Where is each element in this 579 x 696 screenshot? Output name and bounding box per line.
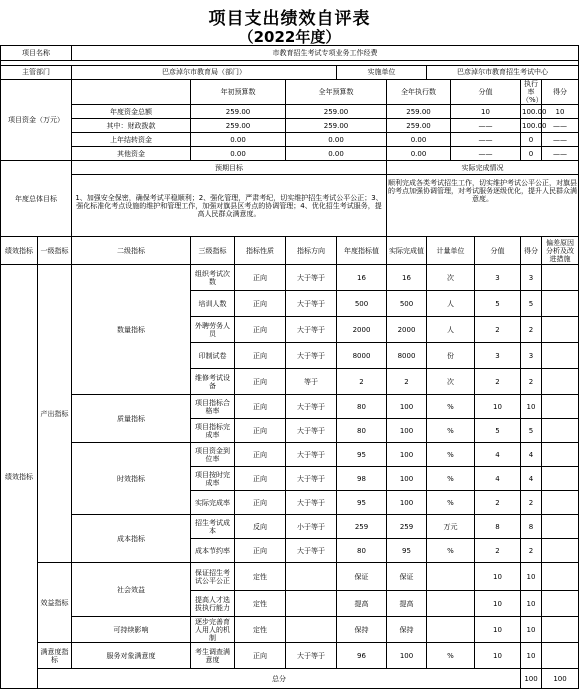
indicator-nature: 正向 (235, 467, 286, 491)
indicator-unit (427, 591, 475, 617)
funds-header-rate: 执行率（%） (522, 80, 543, 105)
indicator-deviation (542, 591, 579, 617)
indicator-points: 2 (475, 491, 521, 515)
indicator-unit: % (427, 419, 475, 443)
indicator-direction (286, 563, 337, 591)
indicator-actual: 100 (387, 395, 427, 419)
header-actual: 实际完成值 (387, 237, 427, 265)
funds-row-full: 0.00 (286, 133, 387, 147)
funds-row-full: 259.00 (286, 119, 387, 133)
indicator-direction: 大于等于 (286, 643, 337, 669)
total-score: 100 (542, 669, 579, 689)
header-level1: 一级指标 (38, 237, 72, 265)
indicator-direction: 等于 (286, 369, 337, 395)
group-sustain: 可持续影响 (72, 617, 191, 643)
indicator-deviation (542, 265, 579, 291)
indicator-actual: 8000 (387, 343, 427, 369)
indicator-nature: 正向 (235, 369, 286, 395)
indicator-target: 8000 (337, 343, 387, 369)
indicator-direction: 大于等于 (286, 467, 337, 491)
indicator-name: 项目资金到位率 (191, 443, 235, 467)
indicator-nature: 正向 (235, 643, 286, 669)
goal-actual-label: 实际完成情况 (387, 161, 579, 175)
indicator-name: 实际完成率 (191, 491, 235, 515)
funds-header-init: 年初预算数 (191, 80, 286, 105)
funds-row-init: 259.00 (191, 119, 286, 133)
indicator-actual: 16 (387, 265, 427, 291)
indicator-unit (427, 617, 475, 643)
indicator-unit: 份 (427, 343, 475, 369)
indicator-deviation (542, 317, 579, 343)
benefit-indicator-label: 效益指标 (38, 563, 72, 643)
indicator-unit: 人 (427, 317, 475, 343)
indicator-nature: 正向 (235, 395, 286, 419)
indicator-nature: 正向 (235, 343, 286, 369)
output-indicator-label: 产出指标 (38, 265, 72, 563)
dept-value: 巴彦淖尔市教育局（部门） (72, 66, 337, 80)
funds-row-init: 0.00 (191, 133, 286, 147)
funds-row-score: —— (542, 133, 579, 147)
indicator-actual: 100 (387, 643, 427, 669)
indicator-score: 10 (521, 563, 542, 591)
indicator-actual: 2000 (387, 317, 427, 343)
project-name-value: 市教育招生考试专项业务工作经费 (72, 46, 579, 61)
indicator-direction: 大于等于 (286, 491, 337, 515)
indicator-direction: 大于等于 (286, 291, 337, 317)
indicator-unit: % (427, 539, 475, 563)
indicator-name: 外聘劳务人员 (191, 317, 235, 343)
funds-row-name: 年度资金总额 (72, 105, 191, 119)
indicator-deviation (542, 491, 579, 515)
total-points: 100 (521, 669, 542, 689)
indicator-direction: 大于等于 (286, 443, 337, 467)
indicator-actual: 2 (387, 369, 427, 395)
indicator-points: 3 (475, 343, 521, 369)
indicator-direction: 大于等于 (286, 395, 337, 419)
indicator-points: 10 (475, 591, 521, 617)
indicator-actual: 95 (387, 539, 427, 563)
header-deviation: 偏差原因分析及改进措施 (542, 237, 579, 265)
indicator-score: 3 (521, 343, 542, 369)
indicator-name: 组织考试次数 (191, 265, 235, 291)
indicator-unit: % (427, 443, 475, 467)
indicator-direction: 大于等于 (286, 265, 337, 291)
indicator-direction: 大于等于 (286, 419, 337, 443)
indicator-target: 96 (337, 643, 387, 669)
indicator-name: 成本节约率 (191, 539, 235, 563)
funds-row-exec: 259.00 (387, 105, 451, 119)
indicator-nature: 正向 (235, 443, 286, 467)
indicator-points: 2 (475, 539, 521, 563)
indicator-deviation (542, 343, 579, 369)
goal-expected-label: 预期目标 (72, 161, 387, 175)
indicator-score: 10 (521, 617, 542, 643)
indicator-unit: % (427, 395, 475, 419)
indicator-target: 2000 (337, 317, 387, 343)
indicator-direction (286, 591, 337, 617)
indicator-score: 2 (521, 369, 542, 395)
indicator-points: 5 (475, 291, 521, 317)
funds-header-blank (72, 80, 191, 105)
indicator-target: 95 (337, 491, 387, 515)
indicator-name: 项目指标完成率 (191, 419, 235, 443)
funds-row-init: 259.00 (191, 105, 286, 119)
indicator-nature: 正向 (235, 491, 286, 515)
unit-value: 巴彦淖尔市教育招生考试中心 (427, 66, 579, 80)
indicator-points: 10 (475, 395, 521, 419)
indicator-actual: 保证 (387, 563, 427, 591)
indicator-score: 8 (521, 515, 542, 539)
indicator-unit: % (427, 491, 475, 515)
indicator-deviation (542, 515, 579, 539)
goal-actual-text: 顺利完成各类考试招生工作，切实维护考试公平公正，对旗县的考点加强协调管理，对考试服务逐级优化，提升人民群众满意度。 (387, 175, 579, 237)
indicator-score: 5 (521, 419, 542, 443)
indicator-target: 500 (337, 291, 387, 317)
funds-row-rate: 0 (521, 133, 542, 147)
indicator-direction: 小于等于 (286, 515, 337, 539)
indicator-name: 印制试卷 (191, 343, 235, 369)
indicator-nature: 正向 (235, 317, 286, 343)
indicator-name: 保证招生考试公平公正 (191, 563, 235, 591)
indicator-actual: 提高 (387, 591, 427, 617)
group-quality: 质量指标 (72, 395, 191, 443)
group-social: 社会效益 (72, 563, 191, 617)
indicator-score: 3 (521, 265, 542, 291)
indicator-points: 4 (475, 467, 521, 491)
indicator-direction (286, 617, 337, 643)
indicator-points: 10 (475, 617, 521, 643)
indicator-name: 培训人数 (191, 291, 235, 317)
indicator-nature: 反向 (235, 515, 286, 539)
indicator-deviation (542, 617, 579, 643)
indicator-score: 4 (521, 467, 542, 491)
header-indicator: 绩效指标 (1, 237, 38, 265)
indicator-deviation (542, 369, 579, 395)
indicator-deviation (542, 643, 579, 669)
funds-row-name: 其中：财政拨款 (72, 119, 191, 133)
indicator-deviation (542, 467, 579, 491)
indicator-direction: 大于等于 (286, 343, 337, 369)
page-title: 项目支出绩效自评表 (208, 9, 371, 29)
indicator-nature: 定性 (235, 591, 286, 617)
indicator-unit: % (427, 643, 475, 669)
indicator-points: 10 (475, 563, 521, 591)
group-timeliness: 时效指标 (72, 443, 191, 515)
indicator-target: 80 (337, 419, 387, 443)
indicator-target: 80 (337, 539, 387, 563)
group-cost: 成本指标 (72, 515, 191, 563)
funds-header-exec: 全年执行数 (387, 80, 451, 105)
indicator-name: 项目按时完成率 (191, 467, 235, 491)
indicator-deviation (542, 419, 579, 443)
funds-row-points: 10 (451, 105, 521, 119)
header-points: 分值 (475, 237, 521, 265)
indicator-points: 4 (475, 443, 521, 467)
page-subtitle-year: （2022年度） (238, 28, 341, 46)
indicator-actual: 259 (387, 515, 427, 539)
dept-label: 主管部门 (1, 66, 72, 80)
indicator-name: 考生调查满意度 (191, 643, 235, 669)
funds-row-points: —— (451, 133, 521, 147)
indicator-deviation (542, 563, 579, 591)
unit-label: 实施单位 (337, 66, 427, 80)
funds-row-full: 259.00 (286, 105, 387, 119)
funds-row-score: —— (542, 147, 579, 161)
indicator-score: 10 (521, 395, 542, 419)
indicator-actual: 100 (387, 419, 427, 443)
goal-expected-text: 1、加强安全保密，确保考试平稳顺利；2、强化管理，严肃考纪，切实维护招生考试公平公正；3、强化标准化考点设施的维护和管理工作，加强对旗县区考点的协调管理；4、优化招生考试服务，提高人民群众满意度。 (72, 175, 387, 237)
satisfaction-indicator-label: 满意度指标 (38, 643, 72, 669)
indicator-name: 项目指标合格率 (191, 395, 235, 419)
indicator-target: 保持 (337, 617, 387, 643)
header-level3: 三级指标 (191, 237, 235, 265)
evaluation-table (0, 45, 579, 689)
funds-header-full: 全年预算数 (286, 80, 387, 105)
indicator-score: 10 (521, 643, 542, 669)
group-quantity: 数量指标 (72, 265, 191, 395)
indicator-actual: 100 (387, 467, 427, 491)
indicator-points: 2 (475, 369, 521, 395)
funds-header-score: 得分 (542, 80, 579, 105)
indicator-target: 259 (337, 515, 387, 539)
funds-row-rate: 0 (521, 147, 542, 161)
indicator-target: 保证 (337, 563, 387, 591)
indicator-points: 8 (475, 515, 521, 539)
indicator-target: 98 (337, 467, 387, 491)
indicator-target: 95 (337, 443, 387, 467)
indicator-points: 5 (475, 419, 521, 443)
indicator-unit: 次 (427, 265, 475, 291)
funds-row-exec: 0.00 (387, 133, 451, 147)
header-direction: 指标方向 (286, 237, 337, 265)
group-service: 服务对象满意度 (72, 643, 191, 669)
indicator-nature: 正向 (235, 265, 286, 291)
header-level2: 二级指标 (72, 237, 191, 265)
indicator-nature: 正向 (235, 539, 286, 563)
total-label: 总分 (38, 669, 521, 689)
funds-row-name: 其他资金 (72, 147, 191, 161)
funds-row-points: —— (451, 119, 521, 133)
header-nature: 指标性质 (235, 237, 286, 265)
indicator-actual: 保持 (387, 617, 427, 643)
indicator-score: 5 (521, 291, 542, 317)
indicator-name: 逐步完善育人用人的机制 (191, 617, 235, 643)
indicator-deviation (542, 443, 579, 467)
indicator-score: 2 (521, 539, 542, 563)
funds-row-score: —— (542, 119, 579, 133)
indicator-direction: 大于等于 (286, 539, 337, 563)
indicator-target: 2 (337, 369, 387, 395)
indicator-score: 2 (521, 491, 542, 515)
indicator-nature: 正向 (235, 419, 286, 443)
project-name-label: 项目名称 (1, 46, 72, 61)
goal-label: 年度总体目标 (1, 161, 72, 237)
indicator-name: 招生考试成本 (191, 515, 235, 539)
indicator-name: 提高人才选拔执行能力 (191, 591, 235, 617)
indicator-unit: 次 (427, 369, 475, 395)
header-unit: 计量单位 (427, 237, 475, 265)
funds-row-points: —— (451, 147, 521, 161)
indicator-score: 10 (521, 591, 542, 617)
indicator-points: 3 (475, 265, 521, 291)
indicator-score: 2 (521, 317, 542, 343)
indicator-target: 16 (337, 265, 387, 291)
funds-row-exec: 259.00 (387, 119, 451, 133)
indicator-target: 提高 (337, 591, 387, 617)
indicator-unit: 人 (427, 291, 475, 317)
indicator-nature: 正向 (235, 291, 286, 317)
indicator-points: 2 (475, 317, 521, 343)
indicator-name: 维修考试设备 (191, 369, 235, 395)
indicator-deviation (542, 539, 579, 563)
funds-row-name: 上年结转资金 (72, 133, 191, 147)
indicator-unit: 万元 (427, 515, 475, 539)
indicator-actual: 100 (387, 491, 427, 515)
indicator-nature: 定性 (235, 617, 286, 643)
funds-row-rate: 100.00 (521, 119, 542, 133)
funds-row-full: 0.00 (286, 147, 387, 161)
funds-row-exec: 0.00 (387, 147, 451, 161)
indicator-direction: 大于等于 (286, 317, 337, 343)
indicator-deviation (542, 291, 579, 317)
indicator-unit: % (427, 467, 475, 491)
indicator-target: 80 (337, 395, 387, 419)
header-score: 得分 (521, 237, 542, 265)
indicator-nature: 定性 (235, 563, 286, 591)
funds-header-points: 分值 (451, 80, 521, 105)
funds-label: 项目资金（万元） (1, 80, 72, 161)
indicator-unit (427, 563, 475, 591)
indicator-points: 10 (475, 643, 521, 669)
indicator-actual: 500 (387, 291, 427, 317)
indicators-label: 绩效指标 (1, 265, 38, 689)
indicator-score: 4 (521, 443, 542, 467)
funds-row-init: 0.00 (191, 147, 286, 161)
header-target: 年度指标值 (337, 237, 387, 265)
funds-row-score: 10 (542, 105, 579, 119)
funds-row-rate: 100.00 (521, 105, 542, 119)
indicator-actual: 100 (387, 443, 427, 467)
indicator-deviation (542, 395, 579, 419)
